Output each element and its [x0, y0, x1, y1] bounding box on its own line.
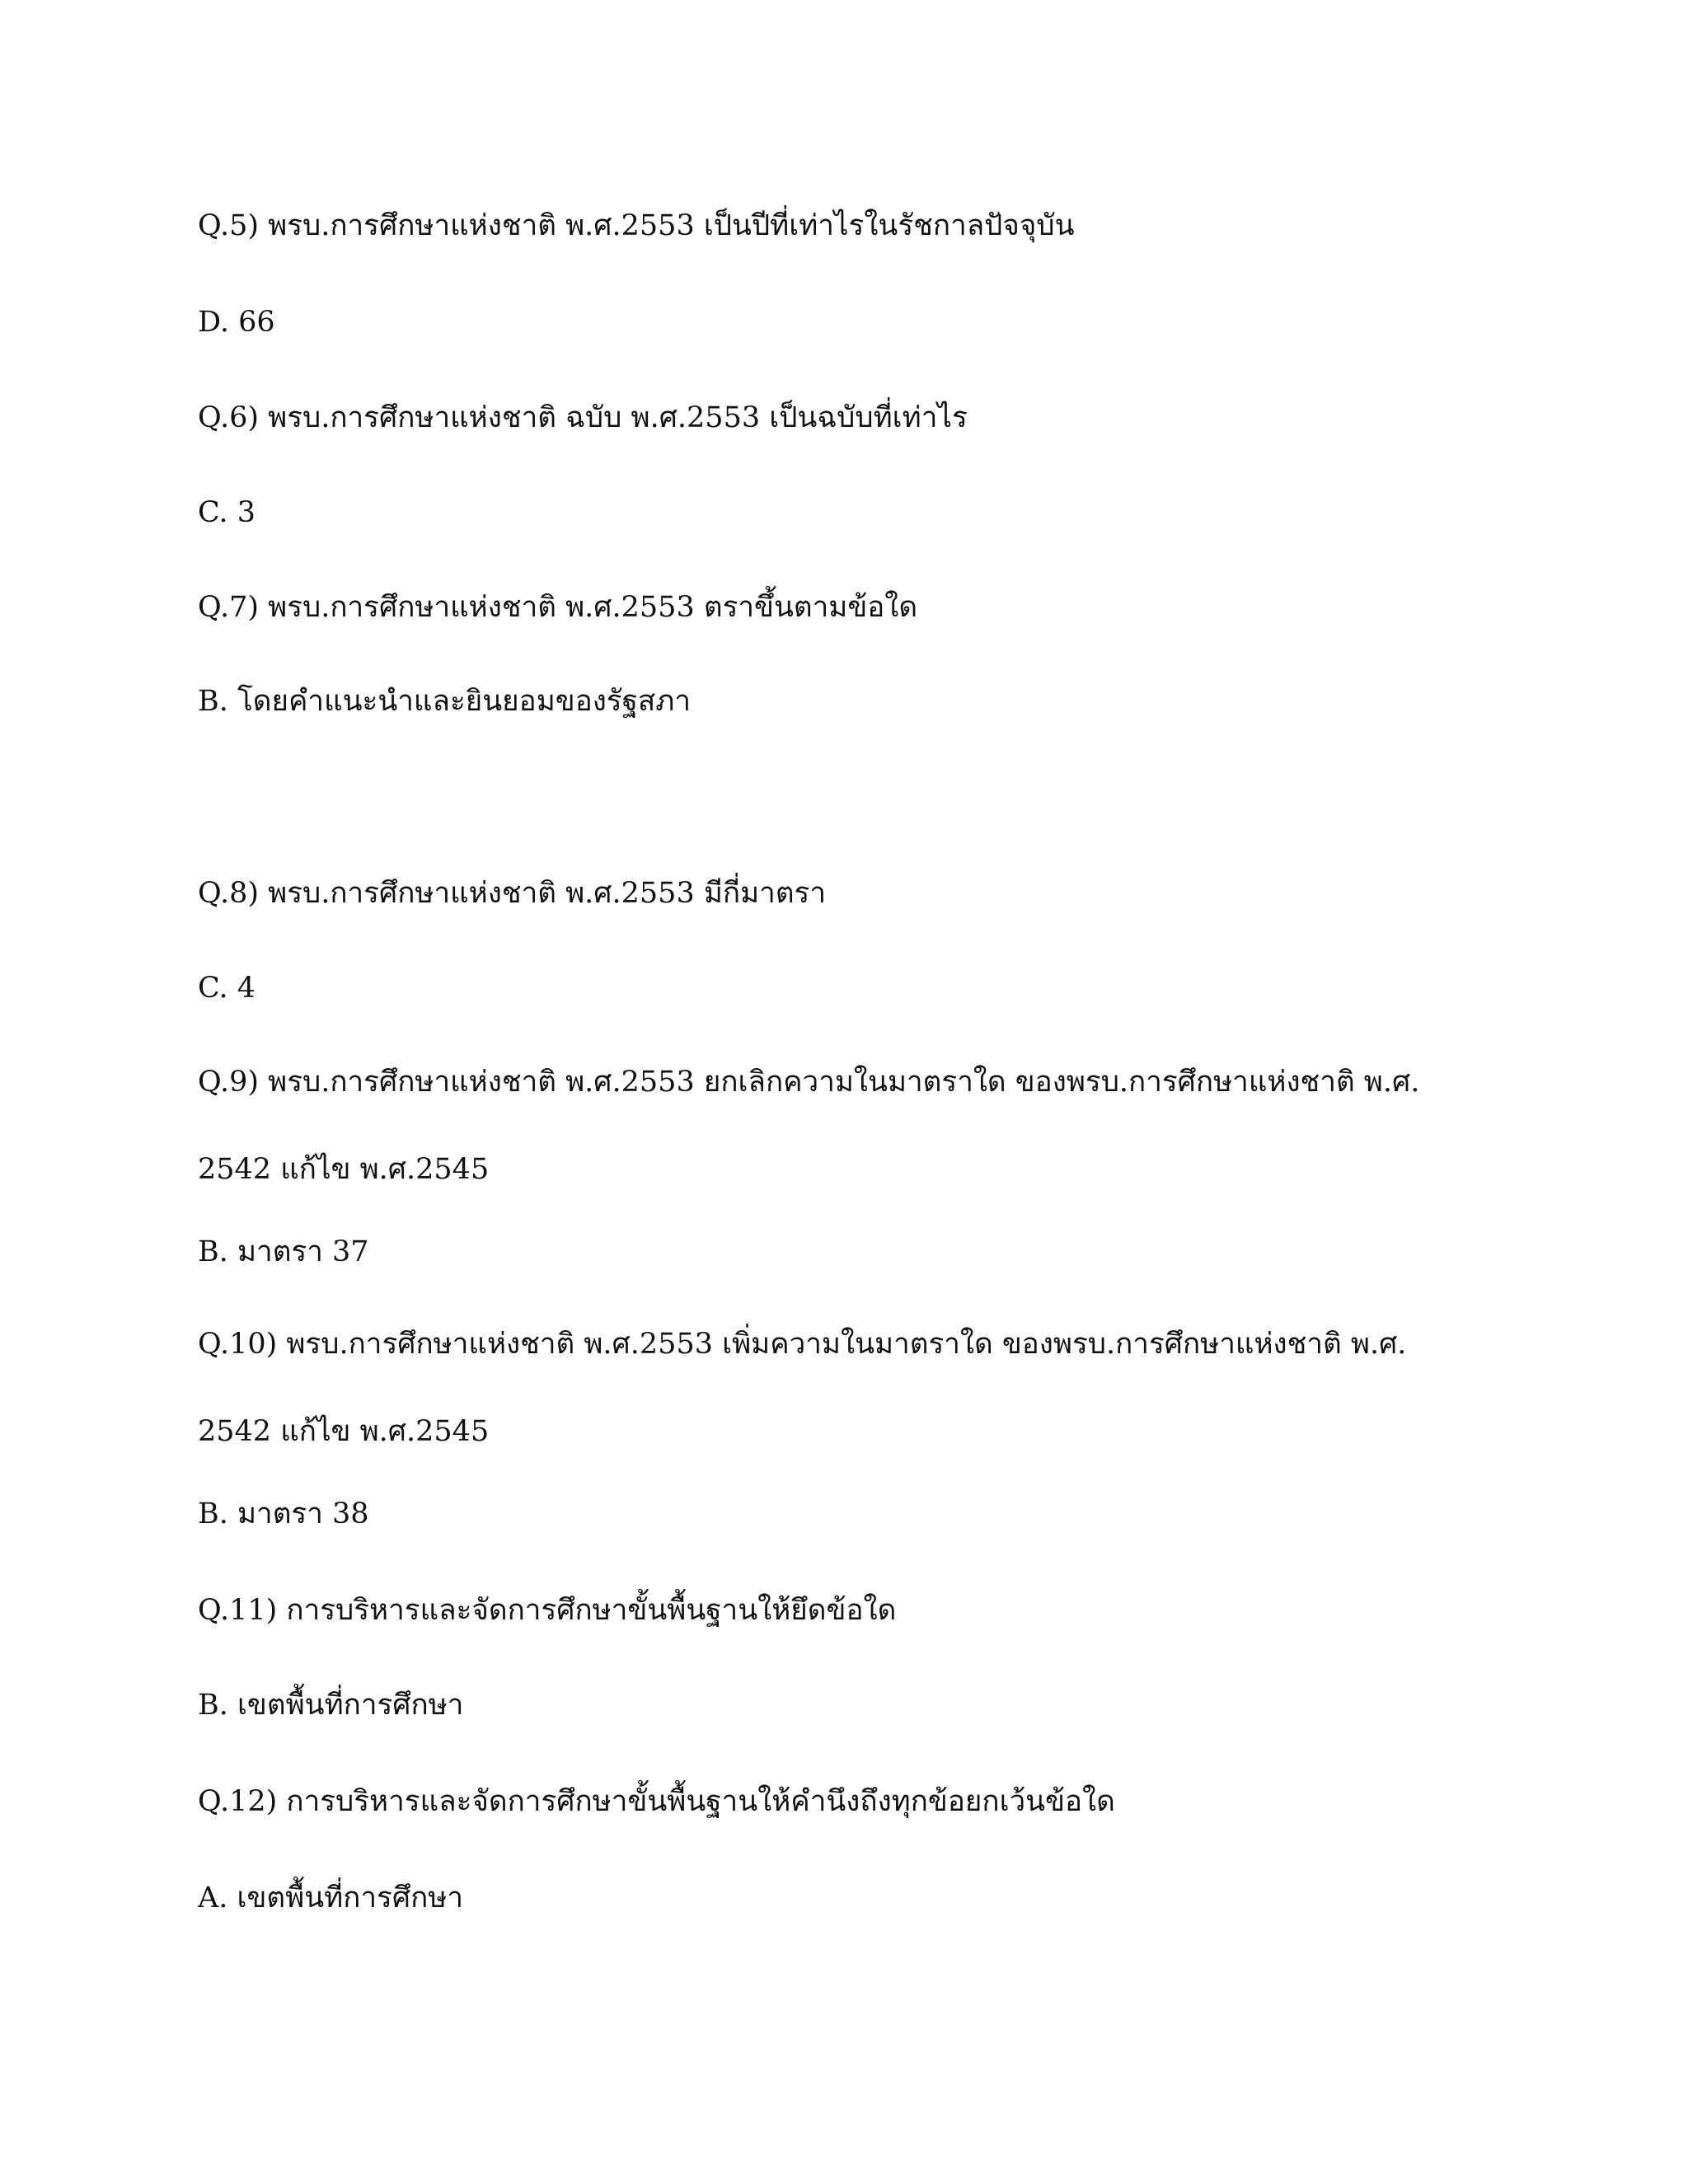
answer-q8: C. 4: [198, 972, 256, 1005]
answer-q12: A. เขตพื้นที่การศึกษา: [198, 1882, 463, 1915]
question-q8: Q.8) พรบ.การศึกษาแห่งชาติ พ.ศ.2553 มีกี่มาตรา: [198, 877, 827, 910]
question-q9: Q.9) พรบ.การศึกษาแห่งชาติ พ.ศ.2553 ยกเลิกความในมาตราใด ของพรบ.การศึกษาแห่งชาติ พ.ศ. 2542 แก้ไข พ.ศ.2545: [198, 1066, 1420, 1186]
answer-q9: B. มาตรา 37: [198, 1235, 369, 1268]
question-q7: Q.7) พรบ.การศึกษาแห่งชาติ พ.ศ.2553 ตราขึ้นตามข้อใด: [198, 591, 918, 624]
question-q11: Q.11) การบริหารและจัดการศึกษาขั้นพื้นฐานให้ยึดข้อใด: [198, 1594, 897, 1627]
answer-q6: C. 3: [198, 496, 256, 529]
answer-q5: D. 66: [198, 306, 275, 339]
question-q12: Q.12) การบริหารและจัดการศึกษาขั้นพื้นฐานให้คำนึงถึงทุกข้อยกเว้นข้อใด: [198, 1785, 1115, 1818]
answer-q7: B. โดยคำแนะนำและยินยอมของรัฐสภา: [198, 685, 692, 718]
question-q5: Q.5) พรบ.การศึกษาแห่งชาติ พ.ศ.2553 เป็นปีที่เท่าไรในรัชกาลปัจจุบัน: [198, 209, 1075, 242]
answer-q11: B. เขตพื้นที่การศึกษา: [198, 1689, 464, 1722]
answer-q10: B. มาตรา 38: [198, 1497, 369, 1530]
question-q10: Q.10) พรบ.การศึกษาแห่งชาติ พ.ศ.2553 เพิ่มความในมาตราใด ของพรบ.การศึกษาแห่งชาติ พ.ศ. 2542 แก้ไข พ.ศ.2545: [198, 1328, 1407, 1448]
question-q6: Q.6) พรบ.การศึกษาแห่งชาติ ฉบับ พ.ศ.2553 เป็นฉบับที่เท่าไร: [198, 401, 968, 434]
